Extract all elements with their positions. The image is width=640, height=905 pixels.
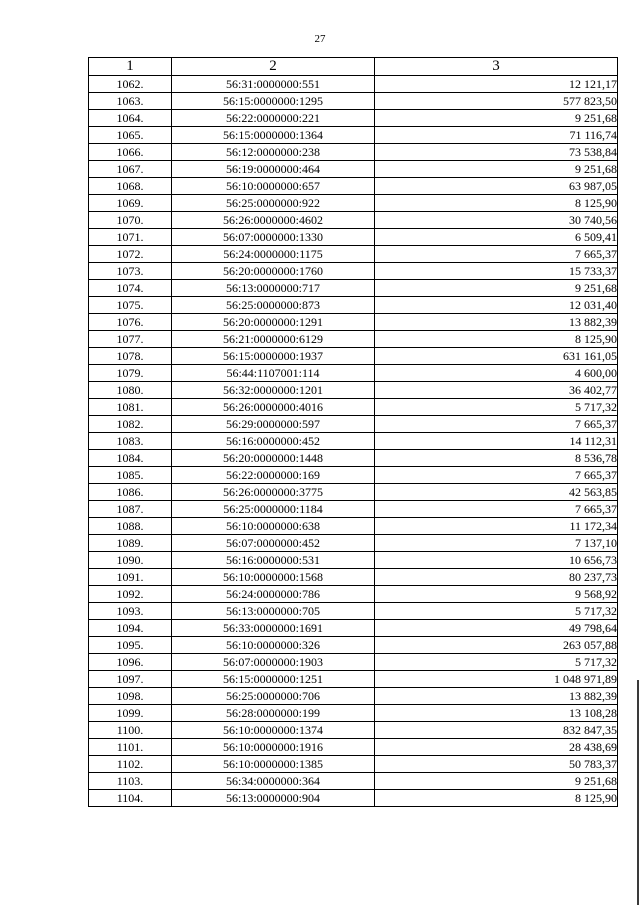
cadastral-number-cell: 56:12:0000000:238 xyxy=(172,144,375,161)
amount-cell: 13 882,39 xyxy=(375,688,618,705)
table-row xyxy=(89,450,618,467)
row-number-cell: 1086. xyxy=(89,484,172,501)
table-row xyxy=(89,382,618,399)
cadastral-number-cell: 56:15:0000000:1364 xyxy=(172,127,375,144)
row-number-cell: 1079. xyxy=(89,365,172,382)
row-number-cell: 1073. xyxy=(89,263,172,280)
table-row xyxy=(89,365,618,382)
row-number-cell: 1084. xyxy=(89,450,172,467)
cadastral-number-cell: 56:07:0000000:452 xyxy=(172,535,375,552)
row-number-cell: 1099. xyxy=(89,705,172,722)
table-row xyxy=(89,195,618,212)
amount-cell: 9 251,68 xyxy=(375,280,618,297)
row-number-cell: 1087. xyxy=(89,501,172,518)
amount-cell: 12 031,40 xyxy=(375,297,618,314)
table-row xyxy=(89,569,618,586)
amount-cell: 73 538,84 xyxy=(375,144,618,161)
table-row xyxy=(89,671,618,688)
row-number-cell: 1078. xyxy=(89,348,172,365)
row-number-cell: 1069. xyxy=(89,195,172,212)
row-number-cell: 1064. xyxy=(89,110,172,127)
table-row xyxy=(89,314,618,331)
amount-cell: 6 509,41 xyxy=(375,229,618,246)
row-number-cell: 1065. xyxy=(89,127,172,144)
table-row xyxy=(89,144,618,161)
table-row xyxy=(89,790,618,807)
cadastral-number-cell: 56:31:0000000:551 xyxy=(172,76,375,93)
amount-cell: 577 823,50 xyxy=(375,93,618,110)
table-row xyxy=(89,297,618,314)
cadastral-number-cell: 56:07:0000000:1903 xyxy=(172,654,375,671)
row-number-cell: 1072. xyxy=(89,246,172,263)
page-number: 27 xyxy=(314,33,326,45)
amount-cell: 832 847,35 xyxy=(375,722,618,739)
cadastral-number-cell: 56:32:0000000:1201 xyxy=(172,382,375,399)
cadastral-number-cell: 56:24:0000000:786 xyxy=(172,586,375,603)
cadastral-number-cell: 56:16:0000000:452 xyxy=(172,433,375,450)
cadastral-number-cell: 56:26:0000000:3775 xyxy=(172,484,375,501)
table-row xyxy=(89,637,618,654)
row-number-cell: 1089. xyxy=(89,535,172,552)
row-number-cell: 1076. xyxy=(89,314,172,331)
table-row xyxy=(89,110,618,127)
cadastral-number-cell: 56:10:0000000:1385 xyxy=(172,756,375,773)
table-row xyxy=(89,722,618,739)
cadastral-number-cell: 56:28:0000000:199 xyxy=(172,705,375,722)
amount-cell: 7 665,37 xyxy=(375,416,618,433)
row-number-cell: 1063. xyxy=(89,93,172,110)
amount-cell: 7 665,37 xyxy=(375,501,618,518)
amount-cell: 80 237,73 xyxy=(375,569,618,586)
table-row xyxy=(89,603,618,620)
table-row xyxy=(89,535,618,552)
row-number-cell: 1088. xyxy=(89,518,172,535)
table-header-row xyxy=(89,58,618,76)
row-number-cell: 1082. xyxy=(89,416,172,433)
table-row xyxy=(89,501,618,518)
row-number-cell: 1071. xyxy=(89,229,172,246)
amount-cell: 1 048 971,89 xyxy=(375,671,618,688)
amount-cell: 71 116,74 xyxy=(375,127,618,144)
table-row xyxy=(89,688,618,705)
amount-cell: 7 665,37 xyxy=(375,246,618,263)
amount-cell: 7 137,10 xyxy=(375,535,618,552)
amount-cell: 631 161,05 xyxy=(375,348,618,365)
table-row xyxy=(89,654,618,671)
amount-cell: 14 112,31 xyxy=(375,433,618,450)
amount-cell: 263 057,88 xyxy=(375,637,618,654)
amount-cell: 12 121,17 xyxy=(375,76,618,93)
cadastral-number-cell: 56:19:0000000:464 xyxy=(172,161,375,178)
row-number-cell: 1091. xyxy=(89,569,172,586)
amount-cell: 13 108,28 xyxy=(375,705,618,722)
row-number-cell: 1104. xyxy=(89,790,172,807)
amount-cell: 8 125,90 xyxy=(375,195,618,212)
cadastral-number-cell: 56:10:0000000:638 xyxy=(172,518,375,535)
row-number-cell: 1092. xyxy=(89,586,172,603)
table-row xyxy=(89,263,618,280)
amount-cell: 50 783,37 xyxy=(375,756,618,773)
row-number-cell: 1083. xyxy=(89,433,172,450)
table-row xyxy=(89,484,618,501)
amount-cell: 5 717,32 xyxy=(375,399,618,416)
amount-cell: 8 536,78 xyxy=(375,450,618,467)
row-number-cell: 1070. xyxy=(89,212,172,229)
cadastral-number-cell: 56:25:0000000:873 xyxy=(172,297,375,314)
row-number-cell: 1094. xyxy=(89,620,172,637)
row-number-cell: 1100. xyxy=(89,722,172,739)
table-row xyxy=(89,739,618,756)
table-row xyxy=(89,467,618,484)
table-row xyxy=(89,399,618,416)
row-number-cell: 1068. xyxy=(89,178,172,195)
table-row xyxy=(89,93,618,110)
amount-cell: 10 656,73 xyxy=(375,552,618,569)
column-header-3: 3 xyxy=(375,58,618,76)
table-row xyxy=(89,280,618,297)
table-row xyxy=(89,212,618,229)
cadastral-number-cell: 56:22:0000000:221 xyxy=(172,110,375,127)
row-number-cell: 1103. xyxy=(89,773,172,790)
cadastral-number-cell: 56:15:0000000:1295 xyxy=(172,93,375,110)
cadastral-number-cell: 56:34:0000000:364 xyxy=(172,773,375,790)
row-number-cell: 1081. xyxy=(89,399,172,416)
amount-cell: 5 717,32 xyxy=(375,654,618,671)
cadastral-number-cell: 56:21:0000000:6129 xyxy=(172,331,375,348)
amount-cell: 4 600,00 xyxy=(375,365,618,382)
table-row xyxy=(89,229,618,246)
table-row xyxy=(89,416,618,433)
table-row xyxy=(89,76,618,93)
table-row xyxy=(89,331,618,348)
amount-cell: 7 665,37 xyxy=(375,467,618,484)
cadastral-number-cell: 56:20:0000000:1448 xyxy=(172,450,375,467)
row-number-cell: 1102. xyxy=(89,756,172,773)
cadastral-number-cell: 56:15:0000000:1937 xyxy=(172,348,375,365)
amount-cell: 9 251,68 xyxy=(375,110,618,127)
row-number-cell: 1080. xyxy=(89,382,172,399)
table-row xyxy=(89,756,618,773)
row-number-cell: 1093. xyxy=(89,603,172,620)
table-row xyxy=(89,705,618,722)
cadastral-number-cell: 56:20:0000000:1760 xyxy=(172,263,375,280)
row-number-cell: 1095. xyxy=(89,637,172,654)
amount-cell: 8 125,90 xyxy=(375,790,618,807)
table-row xyxy=(89,127,618,144)
amount-cell: 8 125,90 xyxy=(375,331,618,348)
table-row xyxy=(89,586,618,603)
cadastral-number-cell: 56:07:0000000:1330 xyxy=(172,229,375,246)
table-row xyxy=(89,620,618,637)
amount-cell: 9 251,68 xyxy=(375,161,618,178)
column-header-2: 2 xyxy=(172,58,375,76)
row-number-cell: 1062. xyxy=(89,76,172,93)
amount-cell: 11 172,34 xyxy=(375,518,618,535)
amount-cell: 9 251,68 xyxy=(375,773,618,790)
table-row xyxy=(89,161,618,178)
row-number-cell: 1074. xyxy=(89,280,172,297)
cadastral-number-cell: 56:13:0000000:904 xyxy=(172,790,375,807)
row-number-cell: 1085. xyxy=(89,467,172,484)
row-number-cell: 1098. xyxy=(89,688,172,705)
cadastral-number-cell: 56:26:0000000:4016 xyxy=(172,399,375,416)
scan-edge-mark xyxy=(637,680,639,905)
table-row xyxy=(89,552,618,569)
row-number-cell: 1075. xyxy=(89,297,172,314)
cadastral-number-cell: 56:26:0000000:4602 xyxy=(172,212,375,229)
table-body xyxy=(89,76,618,807)
cadastral-number-cell: 56:10:0000000:1374 xyxy=(172,722,375,739)
cadastral-number-cell: 56:10:0000000:326 xyxy=(172,637,375,654)
row-number-cell: 1101. xyxy=(89,739,172,756)
cadastral-number-cell: 56:13:0000000:717 xyxy=(172,280,375,297)
amount-cell: 28 438,69 xyxy=(375,739,618,756)
row-number-cell: 1097. xyxy=(89,671,172,688)
table-row xyxy=(89,178,618,195)
table-row xyxy=(89,433,618,450)
table-row xyxy=(89,246,618,263)
column-header-1: 1 xyxy=(89,58,172,76)
cadastral-number-cell: 56:24:0000000:1175 xyxy=(172,246,375,263)
cadastral-number-cell: 56:33:0000000:1691 xyxy=(172,620,375,637)
amount-cell: 36 402,77 xyxy=(375,382,618,399)
cadastral-number-cell: 56:10:0000000:657 xyxy=(172,178,375,195)
cadastral-number-cell: 56:25:0000000:1184 xyxy=(172,501,375,518)
cadastral-number-cell: 56:13:0000000:705 xyxy=(172,603,375,620)
amount-cell: 13 882,39 xyxy=(375,314,618,331)
cadastral-number-cell: 56:10:0000000:1916 xyxy=(172,739,375,756)
cadastral-table xyxy=(88,57,618,807)
cadastral-number-cell: 56:20:0000000:1291 xyxy=(172,314,375,331)
amount-cell: 15 733,37 xyxy=(375,263,618,280)
row-number-cell: 1090. xyxy=(89,552,172,569)
cadastral-number-cell: 56:25:0000000:706 xyxy=(172,688,375,705)
amount-cell: 63 987,05 xyxy=(375,178,618,195)
amount-cell: 9 568,92 xyxy=(375,586,618,603)
amount-cell: 5 717,32 xyxy=(375,603,618,620)
amount-cell: 49 798,64 xyxy=(375,620,618,637)
amount-cell: 42 563,85 xyxy=(375,484,618,501)
row-number-cell: 1096. xyxy=(89,654,172,671)
row-number-cell: 1066. xyxy=(89,144,172,161)
cadastral-number-cell: 56:10:0000000:1568 xyxy=(172,569,375,586)
table-row xyxy=(89,773,618,790)
cadastral-number-cell: 56:16:0000000:531 xyxy=(172,552,375,569)
cadastral-number-cell: 56:25:0000000:922 xyxy=(172,195,375,212)
amount-cell: 30 740,56 xyxy=(375,212,618,229)
cadastral-number-cell: 56:44:1107001:114 xyxy=(172,365,375,382)
table-row xyxy=(89,348,618,365)
cadastral-number-cell: 56:15:0000000:1251 xyxy=(172,671,375,688)
table-row xyxy=(89,518,618,535)
row-number-cell: 1077. xyxy=(89,331,172,348)
cadastral-number-cell: 56:29:0000000:597 xyxy=(172,416,375,433)
cadastral-number-cell: 56:22:0000000:169 xyxy=(172,467,375,484)
row-number-cell: 1067. xyxy=(89,161,172,178)
